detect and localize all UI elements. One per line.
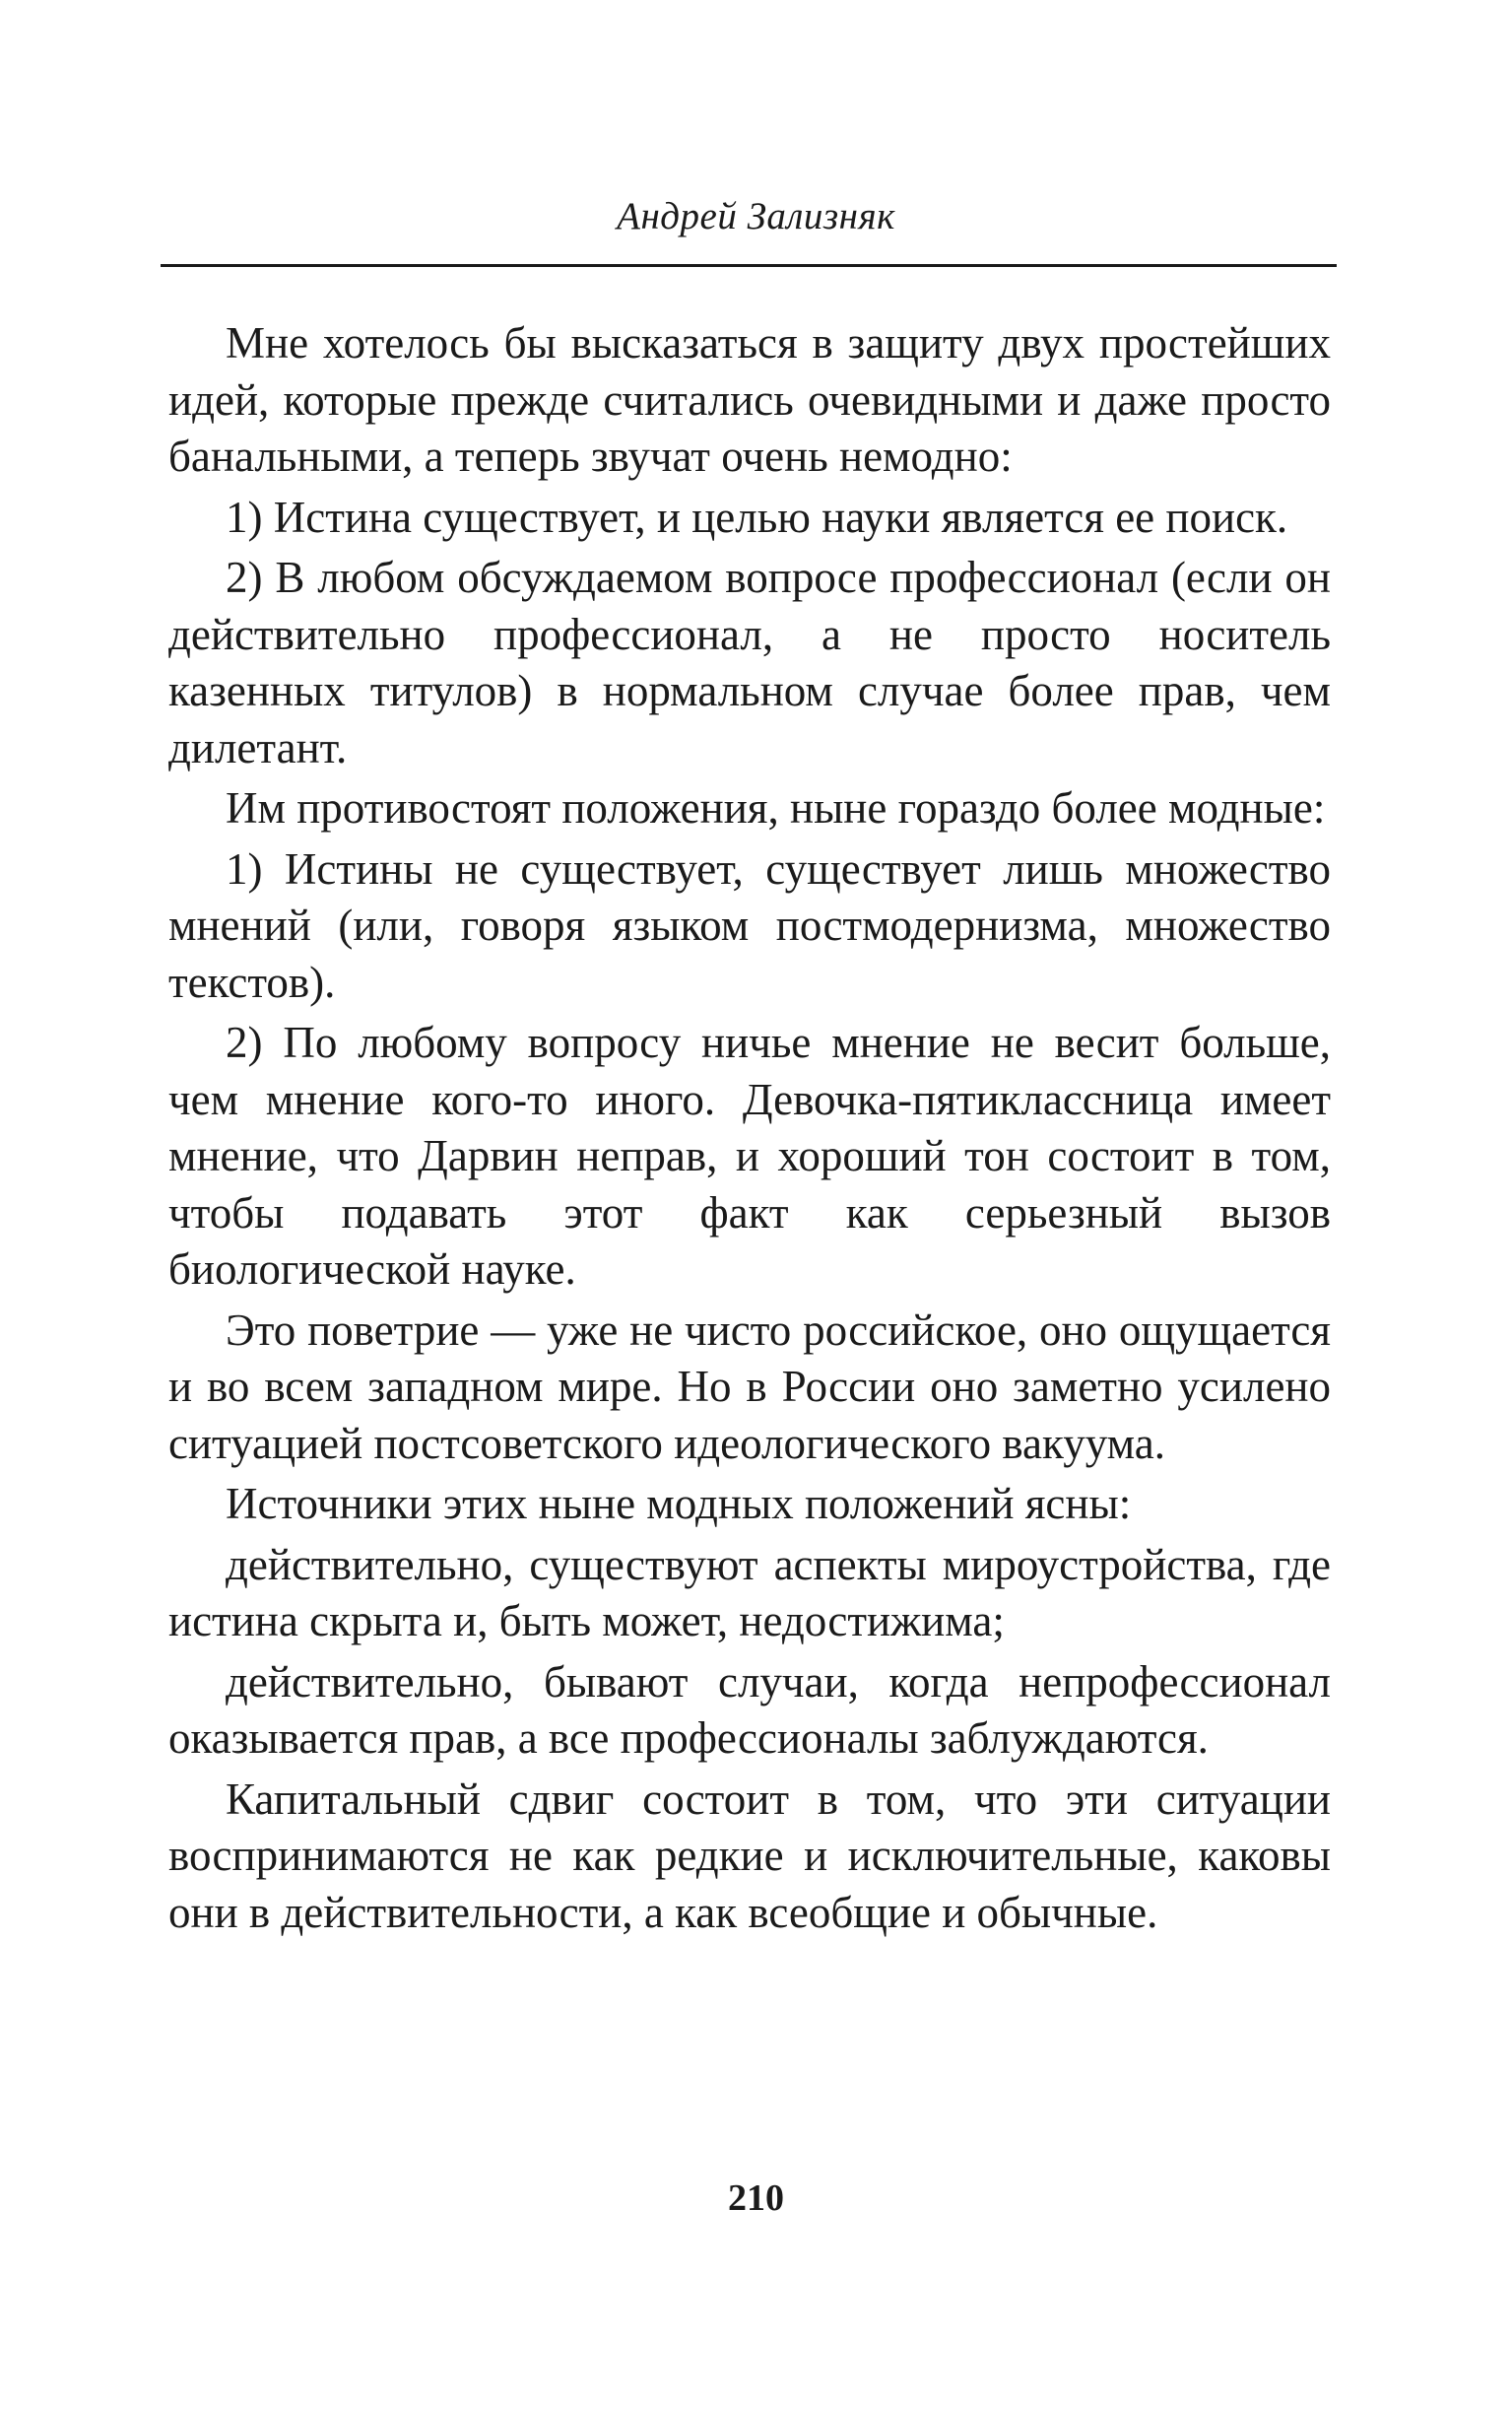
paragraph: Капитальный сдвиг состоит в том, что эти ситуации воспринимаются не как редкие и исключительные, каковы они в действительности, а как всеобщие и обычные. bbox=[168, 1773, 1331, 1937]
paragraph: Это поветрие — уже не чисто российское, оно ощущается и во всем западном мире. Но в России оно заметно усилено ситуацией постсоветского идеологического вакуума. bbox=[168, 1305, 1331, 1468]
header-rule bbox=[161, 264, 1337, 267]
paragraph: действительно, бывают случаи, когда непрофессионал оказывается прав, а все профессионалы заблуждаются. bbox=[168, 1656, 1331, 1763]
paragraph: 1) Истина существует, и целью науки является ее поиск. bbox=[226, 492, 1288, 542]
running-header: Андрей Зализняк bbox=[617, 195, 895, 237]
paragraph: 2) В любом обсуждаемом вопросе профессионал (если он действительно профессионал, а не просто носитель казенных титулов) в нормальном случае более прав, чем дилетант. bbox=[168, 553, 1331, 772]
paragraph: Им противостоят положения, ныне гораздо более модные: bbox=[226, 783, 1326, 833]
paragraph: 2) По любому вопросу ничье мнение не весит больше, чем мнение кого-то иного. Девочка-пятиклассница имеет мнение, что Дарвин неправ, и хороший тон состоит в том, чтобы подавать этот факт как серьезный вызов биологической науке. bbox=[168, 1018, 1331, 1294]
page-number: 210 bbox=[728, 2177, 784, 2219]
paragraph: 1) Истины не существует, существует лишь множество мнений (или, говоря языком постмодернизма, множество текстов). bbox=[168, 843, 1331, 1007]
body-text bbox=[168, 315, 1331, 1945]
paragraph: Мне хотелось бы высказаться в защиту двух простейших идей, которые прежде считались очевидными и даже просто банальными, а теперь звучат очень немодно: bbox=[168, 318, 1331, 481]
paragraph: Источники этих ныне модных положений ясны: bbox=[226, 1479, 1132, 1528]
paragraph: действительно, существуют аспекты мироустройства, где истина скрыта и, быть может, недостижима; bbox=[168, 1539, 1331, 1645]
